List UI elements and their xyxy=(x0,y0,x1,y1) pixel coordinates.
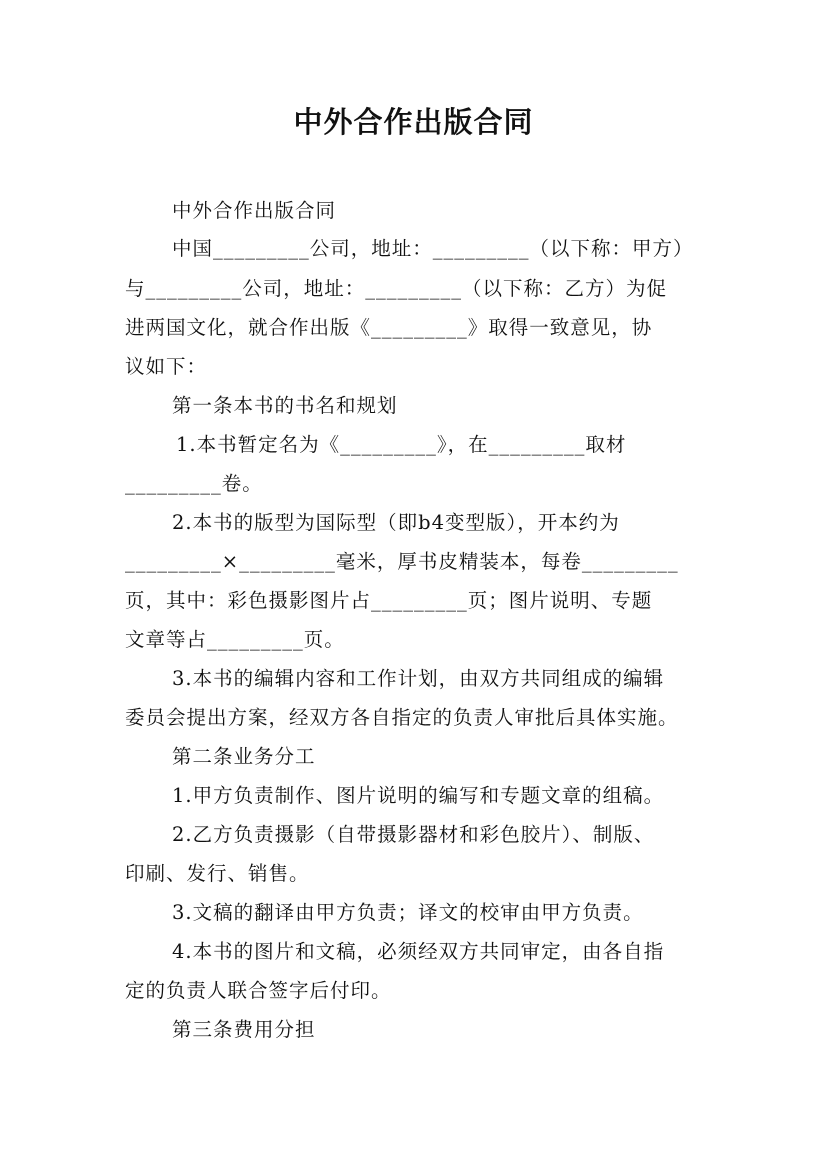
paragraph-line: 印刷、发行、销售。 xyxy=(125,862,310,885)
paragraph-line: 4.本书的图片和文稿，必须经双方共同审定，由各自指 xyxy=(172,940,665,963)
paragraph-line: _________卷。 xyxy=(125,472,263,495)
paragraph-line: 2.本书的版型为国际型（即b4变型版），开本约为 xyxy=(172,511,620,534)
paragraph-line: _________×_________毫米，厚书皮精装本，每卷_________ xyxy=(125,550,679,573)
section-heading: 第一条本书的书名和规划 xyxy=(172,394,398,417)
paragraph-line: 2.乙方负责摄影（自带摄影器材和彩色胶片）、制版、 xyxy=(172,823,655,846)
paragraph-line: 进两国文化，就合作出版《_________》取得一致意见，协 xyxy=(125,316,653,339)
paragraph-line: 文章等占_________页。 xyxy=(125,628,345,651)
paragraph-line: 定的负责人联合签字后付印。 xyxy=(125,979,392,1002)
paragraph-line: 委员会提出方案，经双方各自指定的负责人审批后具体实施。 xyxy=(125,706,679,729)
paragraph-line: 1.本书暂定名为《_________》，在_________取材 xyxy=(176,433,627,456)
section-heading: 第二条业务分工 xyxy=(172,745,316,768)
paragraph-line: 与_________公司，地址：_________（以下称：乙方）为促 xyxy=(125,277,668,300)
document-title: 中外合作出版合同 xyxy=(293,105,534,139)
paragraph-line: 3.文稿的翻译由甲方负责；译文的校审由甲方负责。 xyxy=(172,901,644,924)
section-heading: 第三条费用分担 xyxy=(172,1018,316,1041)
paragraph-line: 议如下： xyxy=(125,355,208,378)
paragraph-line: 3.本书的编辑内容和工作计划，由双方共同组成的编辑 xyxy=(172,667,665,690)
paragraph-line: 1.甲方负责制作、图片说明的编写和专题文章的组稿。 xyxy=(172,784,665,807)
paragraph-line: 页，其中：彩色摄影图片占_________页；图片说明、专题 xyxy=(125,589,653,612)
paragraph-line: 中国_________公司，地址：_________（以下称：甲方） xyxy=(172,237,694,260)
paragraph-line: 中外合作出版合同 xyxy=(172,199,337,222)
